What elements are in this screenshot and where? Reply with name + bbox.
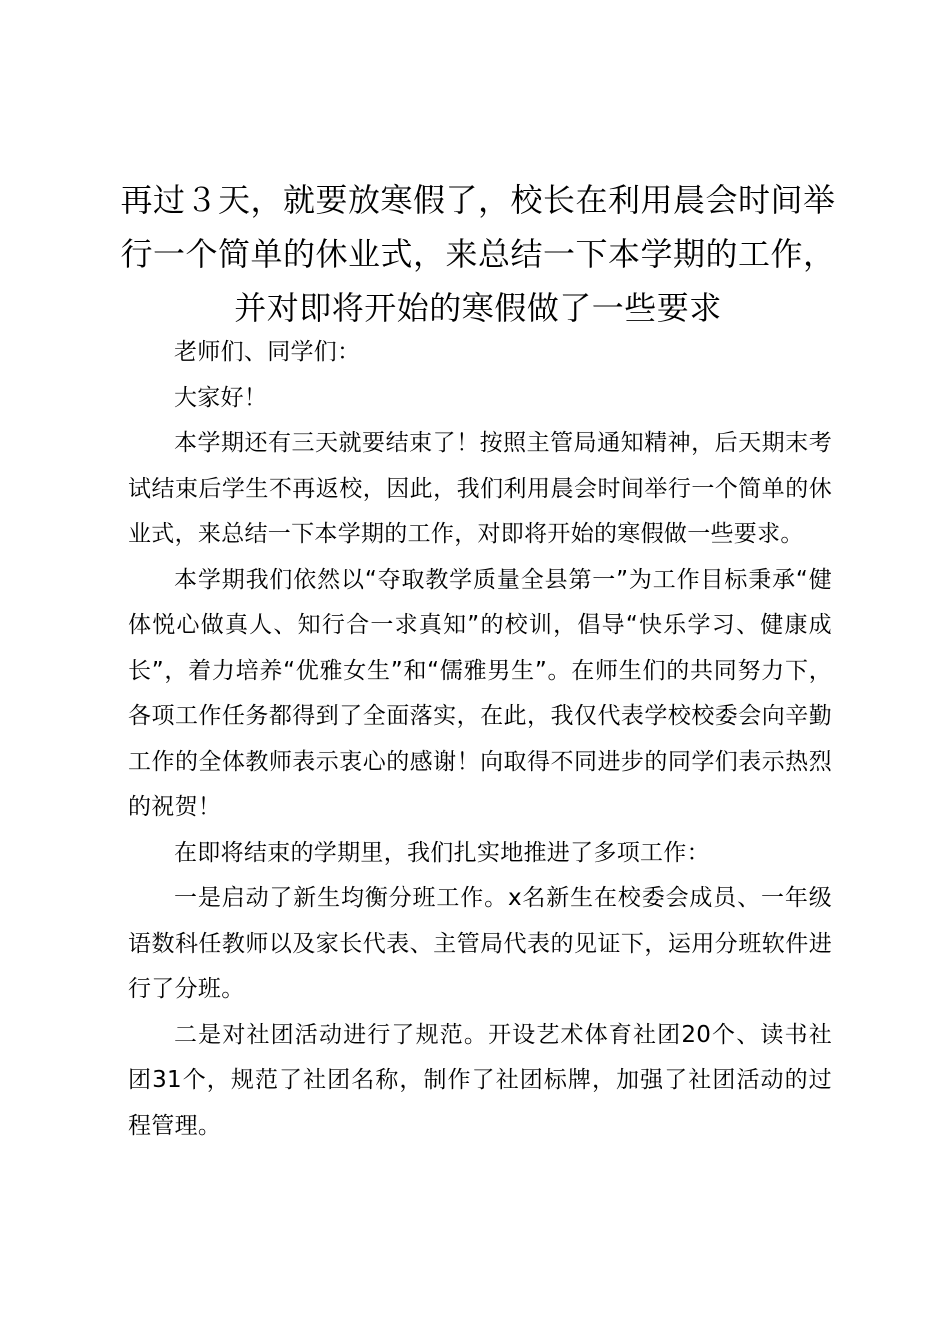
document-title: 再过３天，就要放寒假了，校长在利用晨会时间举行一个简单的休业式，来总结一下本学期的工作，并对即将开始的寒假做了一些要求 [120,181,836,327]
body-paragraph: 在即将结束的学期里，我们扎实地推进了多项工作： [174,839,710,866]
document-body [128,330,832,1149]
body-paragraph: 本学期还有三天就要结束了！按照主管局通知精神，后天期末考试结束后学生不再返校，因此，我们利用晨会时间举行一个简单的休业式，来总结一下本学期的工作，对即将开始的寒假做一些要求。 [128,430,832,547]
greeting-paragraph: 老师们、同学们： [174,339,361,365]
body-paragraph: 本学期我们依然以“夺取教学质量全县第一”为工作目标秉承“健体悦心做真人、知行合一求真知”的校训，倡导“快乐学习、健康成长”，着力培养“优雅女生”和“儒雅男生”。在师生们的共同努力下，各项工作任务都得到了全面落实，在此，我仅代表学校校委会向辛勤工作的全体教师表示衷心的感谢！向取得不同进步的同学们表示热烈的祝贺！ [128,566,832,820]
body-paragraph: 一是启动了新生均衡分班工作。x名新生在校委会成员、一年级语数科任教师以及家长代表、主管局代表的见证下，运用分班软件进行了分班。 [128,885,832,1002]
body-paragraph: 二是对社团活动进行了规范。开设艺术体育社团20个、读书社团31个，规范了社团名称，制作了社团标牌，加强了社团活动的过程管理。 [128,1021,832,1139]
salutation-paragraph: 大家好！ [174,384,268,411]
